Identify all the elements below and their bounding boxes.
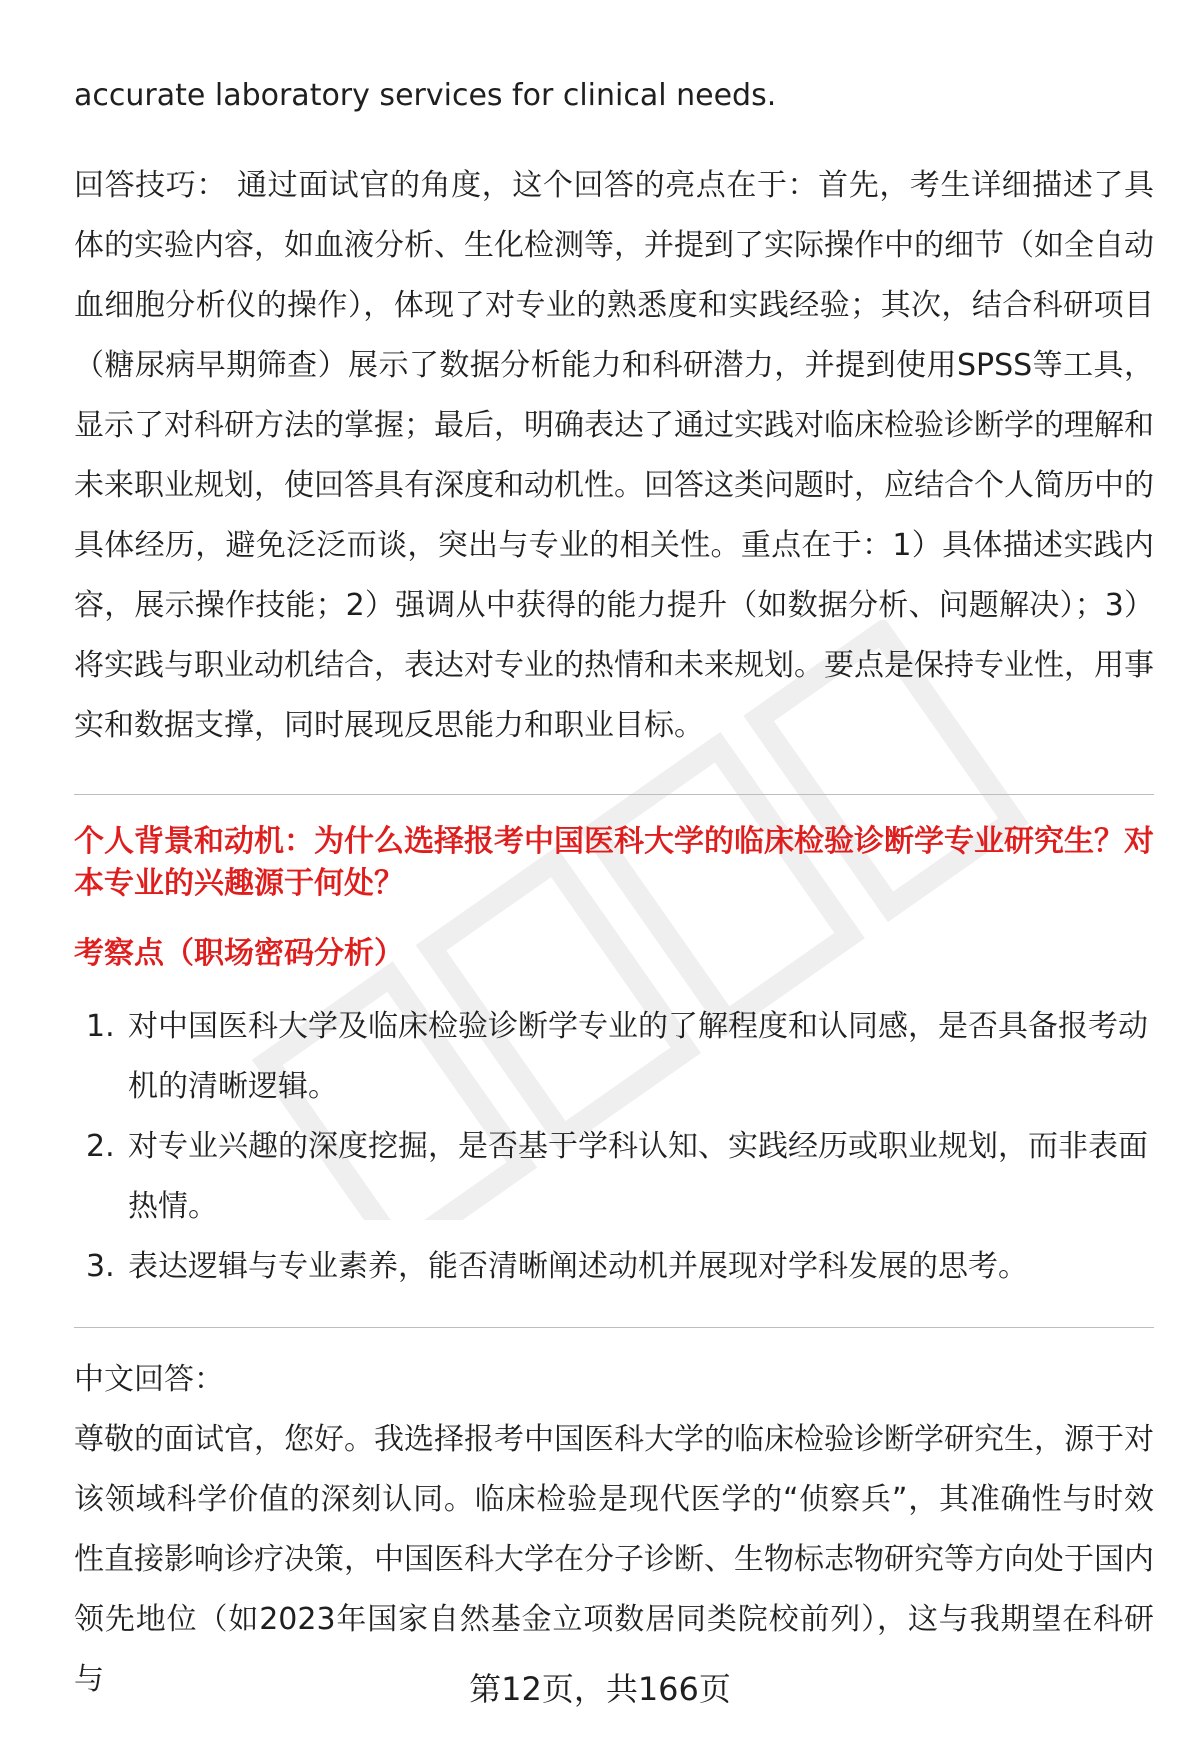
list-item-number: 3. <box>86 1249 115 1284</box>
page-number-footer: 第12页，共166页 <box>469 1670 731 1708</box>
list-item-number: 2. <box>86 1129 115 1164</box>
chinese-answer-label: 中文回答： <box>74 1362 224 1397</box>
intro-english-line: accurate laboratory services for clinical needs. <box>74 78 777 113</box>
section-divider <box>74 1327 1154 1328</box>
list-item <box>74 997 1154 1117</box>
list-item-text: 对专业兴趣的深度挖掘，是否基于学科认知、实践经历或职业规划，而非表面热情。 <box>128 1129 1148 1224</box>
list-item-text: 表达逻辑与专业素养，能否清晰阐述动机并展现对学科发展的思考。 <box>128 1249 1028 1284</box>
list-item <box>74 1237 1154 1297</box>
question-title: 个人背景和动机：为什么选择报考中国医科大学的临床检验诊断学专业研究生？对本专业的兴趣源于何处？ <box>74 824 1154 901</box>
list-item-text: 对中国医科大学及临床检验诊断学专业的了解程度和认同感，是否具备报考动机的清晰逻辑。 <box>128 1009 1148 1104</box>
assessment-points-list <box>74 997 1154 1297</box>
list-item <box>74 1117 1154 1237</box>
answer-tip-paragraph: 回答技巧： 通过面试官的角度，这个回答的亮点在于：首先，考生详细描述了具体的实验内容，如血液分析、生化检测等，并提到了实际操作中的细节（如全自动血细胞分析仪的操作），体现了对专业的熟悉度和实践经验；其次，结合科研项目（糖尿病早期筛查）展示了数据分析能力和科研潜力，并提到使用SPSS等工具，显示了对科研方法的掌握；最后，明确表达了通过实践对临床检验诊断学的理解和未来职业规划，使回答具有深度和动机性。回答这类问题时，应结合个人简历中的具体经历，避免泛泛而谈，突出与专业的相关性。重点在于：1）具体描述实践内容，展示操作技能；2）强调从中获得的能力提升（如数据分析、问题解决）；3）将实践与职业动机结合，表达对专业的热情和未来规划。要点是保持专业性，用事实和数据支撑，同时展现反思能力和职业目标。 <box>74 168 1154 743</box>
chinese-answer-paragraph: 尊敬的面试官，您好。我选择报考中国医科大学的临床检验诊断学研究生，源于对该领域科学价值的深刻认同。临床检验是现代医学的“侦察兵”，其准确性与时效性直接影响诊疗决策，中国医科大学在分子诊断、生物标志物研究等方向处于国内领先地位（如2023年国家自然基金立项数居同类院校前列），这与我期望在科研与 <box>74 1422 1154 1697</box>
content-area <box>74 66 1154 1710</box>
list-item-number: 1. <box>86 1009 115 1044</box>
section-divider <box>74 794 1154 795</box>
assessment-points-heading: 考察点（职场密码分析） <box>74 936 404 971</box>
